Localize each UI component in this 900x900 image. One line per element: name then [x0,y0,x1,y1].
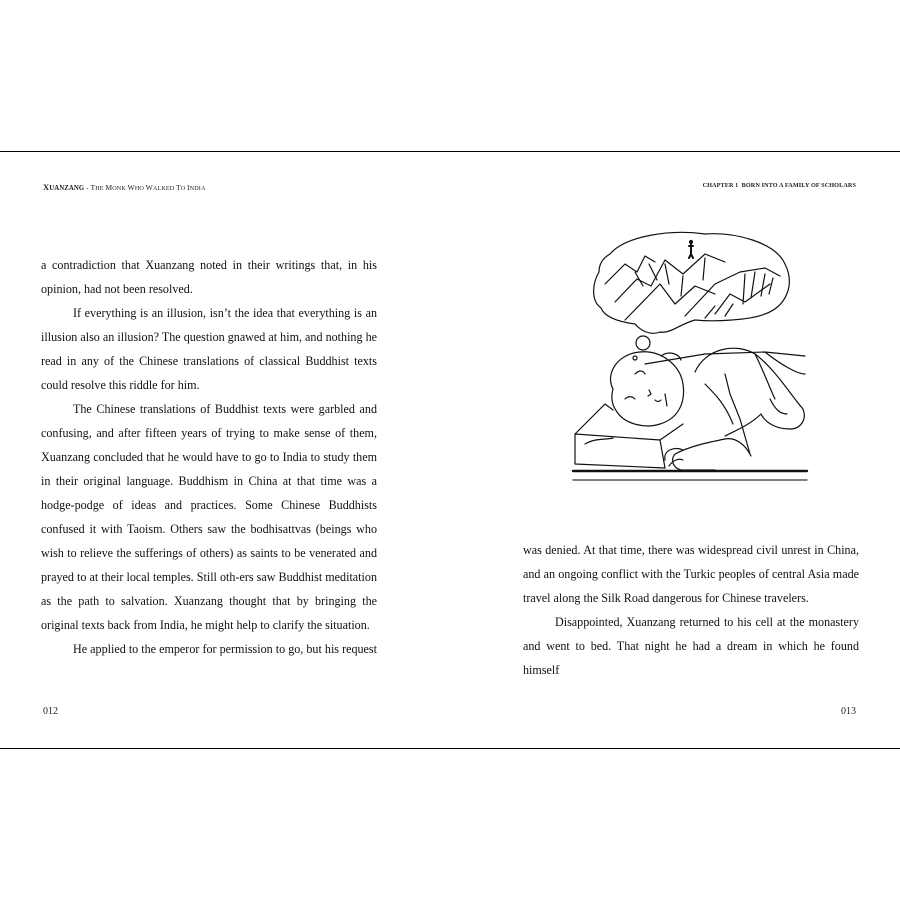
illustration-drawing [565,224,815,486]
subtitle-rest: ALKED [152,185,177,192]
sleeping-monk-illustration [565,224,815,486]
paragraph: was denied. At that time, there was widespread civil unrest in China, and an ongoing conflict with the Turkic peoples of central Asia made travel along the Silk Road dangerous for Chinese travelers. [523,543,859,605]
book-title-initial: X [43,182,50,192]
top-rule [0,151,900,152]
subtitle-initial: I [187,183,190,192]
paragraph: a contradiction that Xuanzang noted in their writings that, in his opinion, had not been resolved. [41,258,377,296]
subtitle-rest: NDIA [189,185,206,192]
page-number-right: 013 [841,706,856,717]
subtitle-initial: W [145,183,153,192]
subtitle-initial: W [127,183,135,192]
subtitle-initial: T [90,183,96,192]
running-head-separator: - [84,184,91,192]
paragraph: He applied to the emperor for permission to go, but his request [73,642,377,656]
paragraph: The Chinese translations of Buddhist texts were garbled and confusing, and after fifteen years of trying to make sense of them, Xuanzang concluded that he would have to go to India to study them in their original language. Buddhism in China at that time was a hodge-podge of ideas and practices. Some Chinese Buddhists confused it with Taoism. Others saw the bodhisattvas (beings who wish to relieve the sufferings of others) as saints to be venerated and prayed to at their local temples. Still oth-ers saw Buddhist meditation as the path to salvation. Xuanzang thought that by bringing the original texts back from India, he might help to clarify the situation. [41,402,377,632]
subtitle-initial: M [105,183,113,192]
subtitle-rest: HO [134,185,146,192]
bottom-rule [0,748,900,749]
left-page-body [41,253,377,661]
book-title-rest: UANZANG [49,185,85,192]
right-page-body [523,538,859,682]
paragraph: If everything is an illusion, isn’t the idea that everything is an illusion also an illusion? The question gnawed at him, and nothing he read in any of the Chinese translations of classical Buddhist texts could resolve this riddle for him. [41,306,377,392]
subtitle-initial: T [176,183,181,192]
book-subtitle [90,184,205,192]
right-running-head: CHAPTER 1 BORN INTO A FAMILY OF SCHOLARS [702,182,856,189]
subtitle-rest: O [180,185,187,192]
subtitle-rest: HE [95,185,106,192]
left-running-head [43,182,206,192]
subtitle-rest: ONK [112,185,128,192]
page-number-left: 012 [43,706,58,717]
paragraph: Disappointed, Xuanzang returned to his cell at the monastery and went to bed. That night he had a dream in which he found himself [523,615,859,677]
